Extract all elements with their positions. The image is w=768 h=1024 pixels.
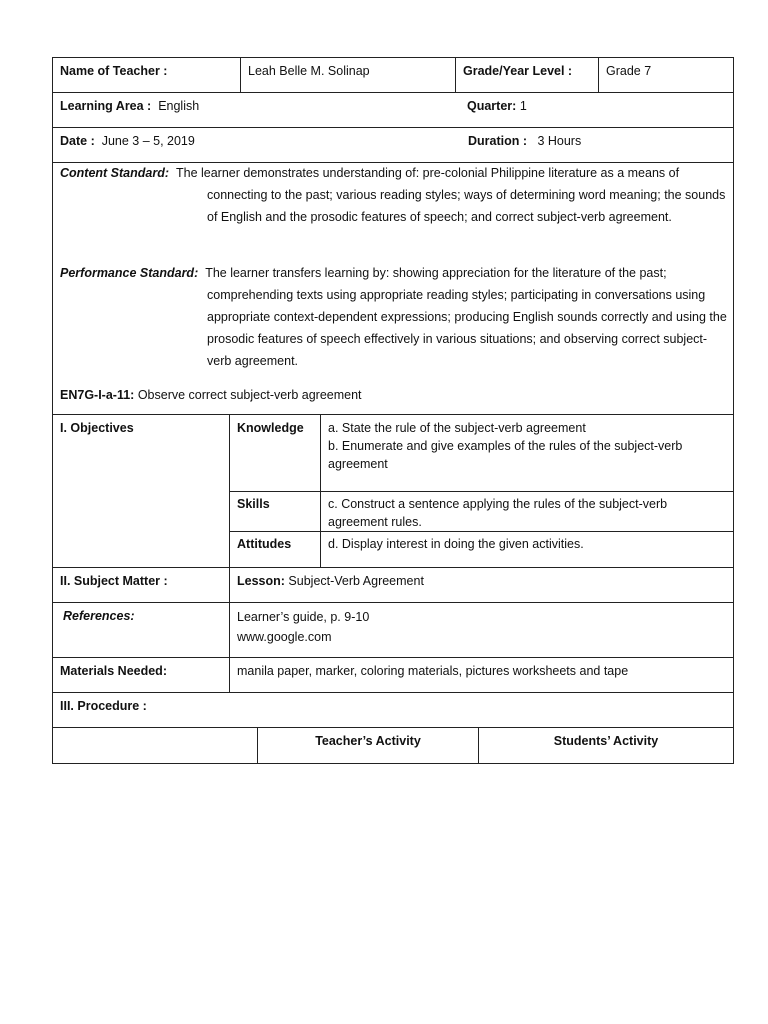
learning-area-value: English (158, 99, 200, 113)
date-label: Date : (60, 134, 95, 148)
standards-row (52, 163, 734, 415)
attitudes-label: Attitudes (237, 537, 292, 551)
learning-area-row (52, 93, 734, 128)
skills-label: Skills (237, 497, 270, 511)
objectives-grid (229, 415, 733, 567)
teacher-activity-header: Teacher’s Activity (257, 728, 478, 763)
learning-area-label: Learning Area : (60, 99, 152, 113)
lesson-label: Lesson: (237, 574, 285, 588)
date-row (52, 128, 734, 163)
knowledge-row (230, 415, 733, 492)
knowledge-label: Knowledge (237, 421, 304, 435)
procedure-row (52, 693, 734, 728)
competency-text: Observe correct subject-verb agreement (137, 388, 362, 402)
performance-standard-text: The learner transfers learning by: showing appreciation for the literature of the past; comprehending texts using appropriate reading styles; participating in conversations using appropriate context-dependent expressions; producing English sounds correctly and using the prosodic features of speech effectively in various situations; and observing correct subject-verb agreement. (205, 266, 727, 368)
quarter (460, 93, 733, 127)
attitudes-item-d: d. Display interest in doing the given activities. (320, 531, 733, 567)
grade-value: Grade 7 (598, 58, 733, 92)
content-standard-text: The learner demonstrates understanding of: pre-colonial Philippine literature as a means of connecting to the past; various reading styles; ways of determining word meaning; the sounds of English and the prosodic features of speech; and correct subject-verb agreement. (175, 166, 726, 224)
duration (461, 128, 733, 162)
content-standard-label: Content Standard: (60, 166, 170, 180)
objectives-label: I. Objectives (60, 421, 134, 435)
skills-item-c: c. Construct a sentence applying the rules of the subject-verb agreement rules. (320, 491, 733, 531)
references-list (229, 603, 733, 657)
skills-row (230, 491, 733, 532)
competency-code: EN7G-I-a-11: (60, 388, 135, 402)
reference-item: Learner’s guide, p. 9-10 (237, 610, 370, 624)
activity-header-row (52, 728, 734, 764)
references-label: References: (63, 609, 135, 623)
objectives-row (52, 415, 734, 568)
subject-matter-label: II. Subject Matter : (60, 574, 168, 588)
duration-value: 3 Hours (537, 134, 582, 148)
reference-link[interactable]: www.google.com (237, 630, 332, 644)
date (53, 128, 453, 162)
lesson (229, 568, 733, 602)
quarter-label: Quarter: (467, 99, 517, 113)
duration-label: Duration : (468, 134, 528, 148)
knowledge-item-b: b. Enumerate and give examples of the rules of the subject-verb agreement (328, 439, 683, 471)
grade-label: Grade/Year Level : (455, 58, 598, 92)
learning-area (53, 93, 453, 127)
knowledge-item-a: a. State the rule of the subject-verb agreement (328, 421, 586, 435)
materials-row (52, 658, 734, 693)
materials-label: Materials Needed: (60, 664, 167, 678)
lesson-value: Subject-Verb Agreement (288, 574, 424, 588)
teacher-row (52, 57, 734, 93)
procedure-label: III. Procedure : (60, 699, 147, 713)
teacher-value: Leah Belle M. Solinap (240, 58, 455, 92)
activity-blank-cell (53, 728, 257, 763)
content-standard (60, 162, 727, 228)
subject-matter-row (52, 568, 734, 603)
lesson-plan-table (52, 57, 734, 764)
performance-standard (60, 262, 727, 372)
attitudes-row (230, 531, 733, 567)
knowledge-items (320, 415, 733, 491)
competency (60, 384, 727, 406)
references-row (52, 603, 734, 658)
performance-standard-label: Performance Standard: (60, 266, 199, 280)
materials-value: manila paper, marker, coloring materials, pictures worksheets and tape (229, 658, 733, 692)
quarter-value: 1 (519, 99, 527, 113)
date-value: June 3 – 5, 2019 (101, 134, 195, 148)
teacher-label: Name of Teacher : (60, 64, 168, 78)
students-activity-header: Students’ Activity (478, 728, 733, 763)
